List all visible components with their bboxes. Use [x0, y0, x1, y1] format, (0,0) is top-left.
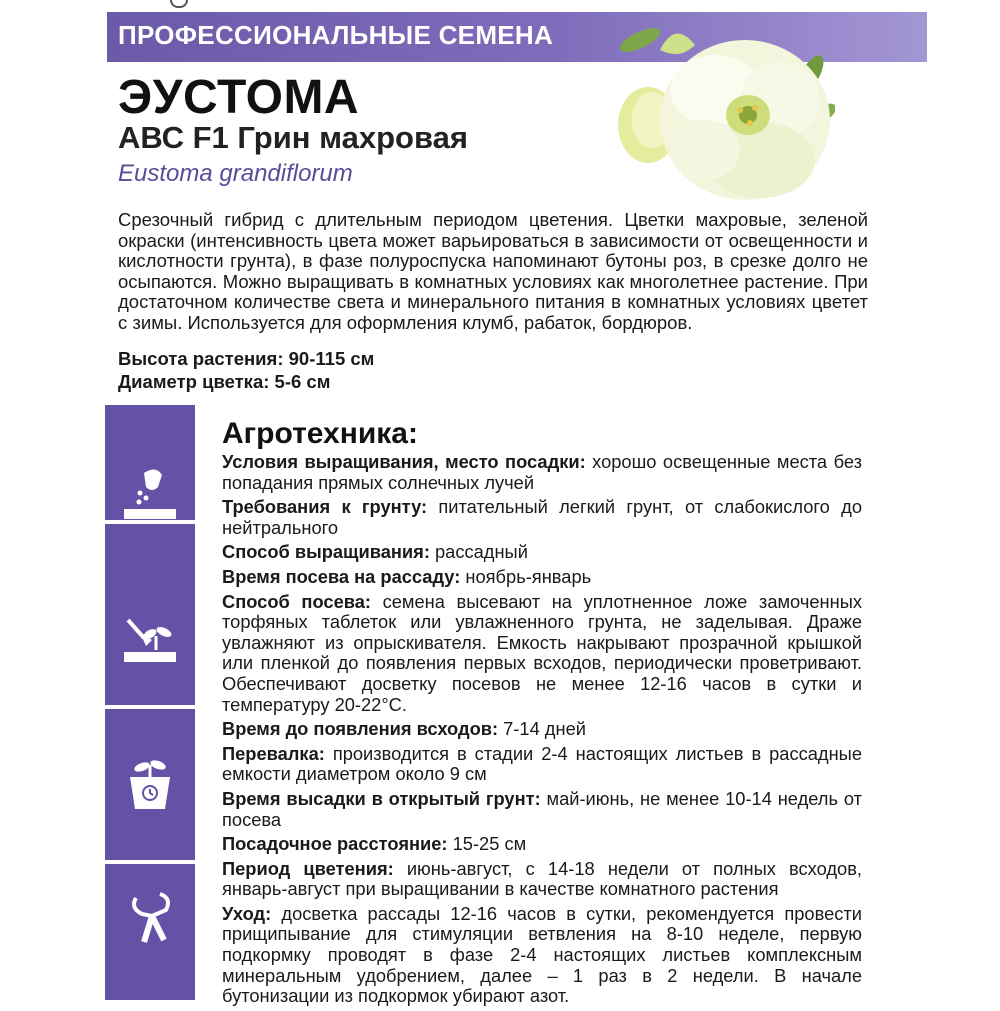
icon-sidebar — [105, 405, 195, 1000]
description: Срезочный гибрид с длительным периодом цветения. Цветки махровые, зеленой окраски (интенсивность цвета может варьироваться в зависимости от освещенности и кислотности грунта), в фазе полуроспуска напоминают бутоны роз, в срезке долго не осыпаются. Можно выращивать в комнатных условиях как многолетнее растение. При достаточном количестве света и минерального питания в комнатных условиях цветет с зимы. Используется для оформления клумб, рабаток, бордюров. — [118, 209, 868, 333]
agro-item — [222, 497, 862, 538]
agro-item-label: Способ выращивания: — [222, 541, 430, 563]
agro-item — [222, 567, 862, 588]
agro-item-label: Способ посева: — [222, 590, 371, 612]
agro-item-label: Посадочное расстояние: — [222, 833, 448, 855]
agro-item-label: Время посева на рассаду: — [222, 565, 461, 587]
banner-text: ПРОФЕССИОНАЛЬНЫЕ СЕМЕНА — [118, 20, 554, 50]
agro-item — [222, 904, 862, 1007]
agro-item-text: досветка рассады 12-16 часов в сутки, рекомендуется провести прищипывание для стимуляции ветвления на 8-10 неделе, первую подкормку проводят в фазе 2-4 настоящих листьев комплексным минеральным удобрением, далее – 1 раз в 2 недели. В начале бутонизации из подкормок убирают азот. — [222, 902, 862, 1007]
agro-item — [222, 592, 862, 716]
agro-title: Агротехника: — [222, 417, 418, 450]
agro-item-label: Время высадки в открытый грунт: — [222, 787, 541, 809]
agro-list — [222, 452, 862, 1011]
spec-height: Высота растения: 90-115 см — [118, 348, 375, 369]
agro-item-text: питательный легкий грунт, от слабокислого до нейтрального — [222, 496, 862, 538]
agro-item — [222, 859, 862, 900]
agro-item-text: 15-25 см — [447, 833, 527, 855]
specs — [118, 347, 374, 393]
agro-item-text: 7-14 дней — [498, 718, 586, 740]
agro-item-label: Перевалка: — [222, 742, 325, 764]
pruning-shears-icon — [122, 890, 178, 946]
agro-item-label: Условия выращивания, место посадки: — [222, 451, 586, 472]
agro-item-label: Уход: — [222, 902, 272, 924]
seedling-icon — [122, 610, 178, 666]
agro-item-label: Период цветения: — [222, 857, 394, 879]
flower-photo — [600, 20, 835, 220]
agro-item-text: рассадный — [429, 541, 528, 563]
agro-item-text: хорошо освещенные места без попадания прямых солнечных лучей — [222, 451, 862, 493]
spec-diameter: Диаметр цветка: 5-6 см — [118, 371, 331, 392]
agro-item-text: семена высевают на уплотненное ложе замоченных торфяных таблеток или увлажненного грунта, не заделывая. Драже увлажняют из опрыскивателя. Емкость накрывают прозрачной крышкой или пленкой до появления первых всходов, периодически проветривают. Обеспечивают досветку посевов не менее 12-16 часов в сутки и температуру 20-22°С. — [222, 590, 862, 715]
agro-item-text: май-июнь, не менее 10-14 недель от посева — [222, 787, 862, 830]
agro-item — [222, 744, 862, 785]
agro-item — [222, 452, 862, 493]
product-title: ЭУСТОМА — [118, 71, 360, 124]
sidebar-divider — [105, 705, 195, 709]
agro-item — [222, 834, 862, 855]
agro-item-label: Время до появления всходов: — [222, 718, 499, 740]
agro-item-text: производится в стадии 2-4 настоящих листьев в рассадные емкости диаметром около 9 см — [222, 742, 862, 785]
top-mark — [170, 0, 188, 8]
agro-item-text: июнь-август, с 14-18 недели от полных всходов, январь-август при выращивании в качестве комнатного растения — [222, 857, 863, 900]
product-subtitle: АВС F1 Грин махровая — [118, 120, 468, 155]
potted-plant-icon — [122, 755, 178, 811]
latin-name: Eustoma grandiflorum — [118, 160, 353, 187]
agro-item — [222, 719, 862, 740]
agro-item-text: ноябрь-январь — [460, 565, 592, 587]
agro-item-label: Требования к грунту: — [222, 496, 428, 518]
agro-item — [222, 789, 862, 830]
sidebar-divider — [105, 860, 195, 864]
sowing-icon — [122, 465, 178, 521]
agro-item — [222, 542, 862, 563]
